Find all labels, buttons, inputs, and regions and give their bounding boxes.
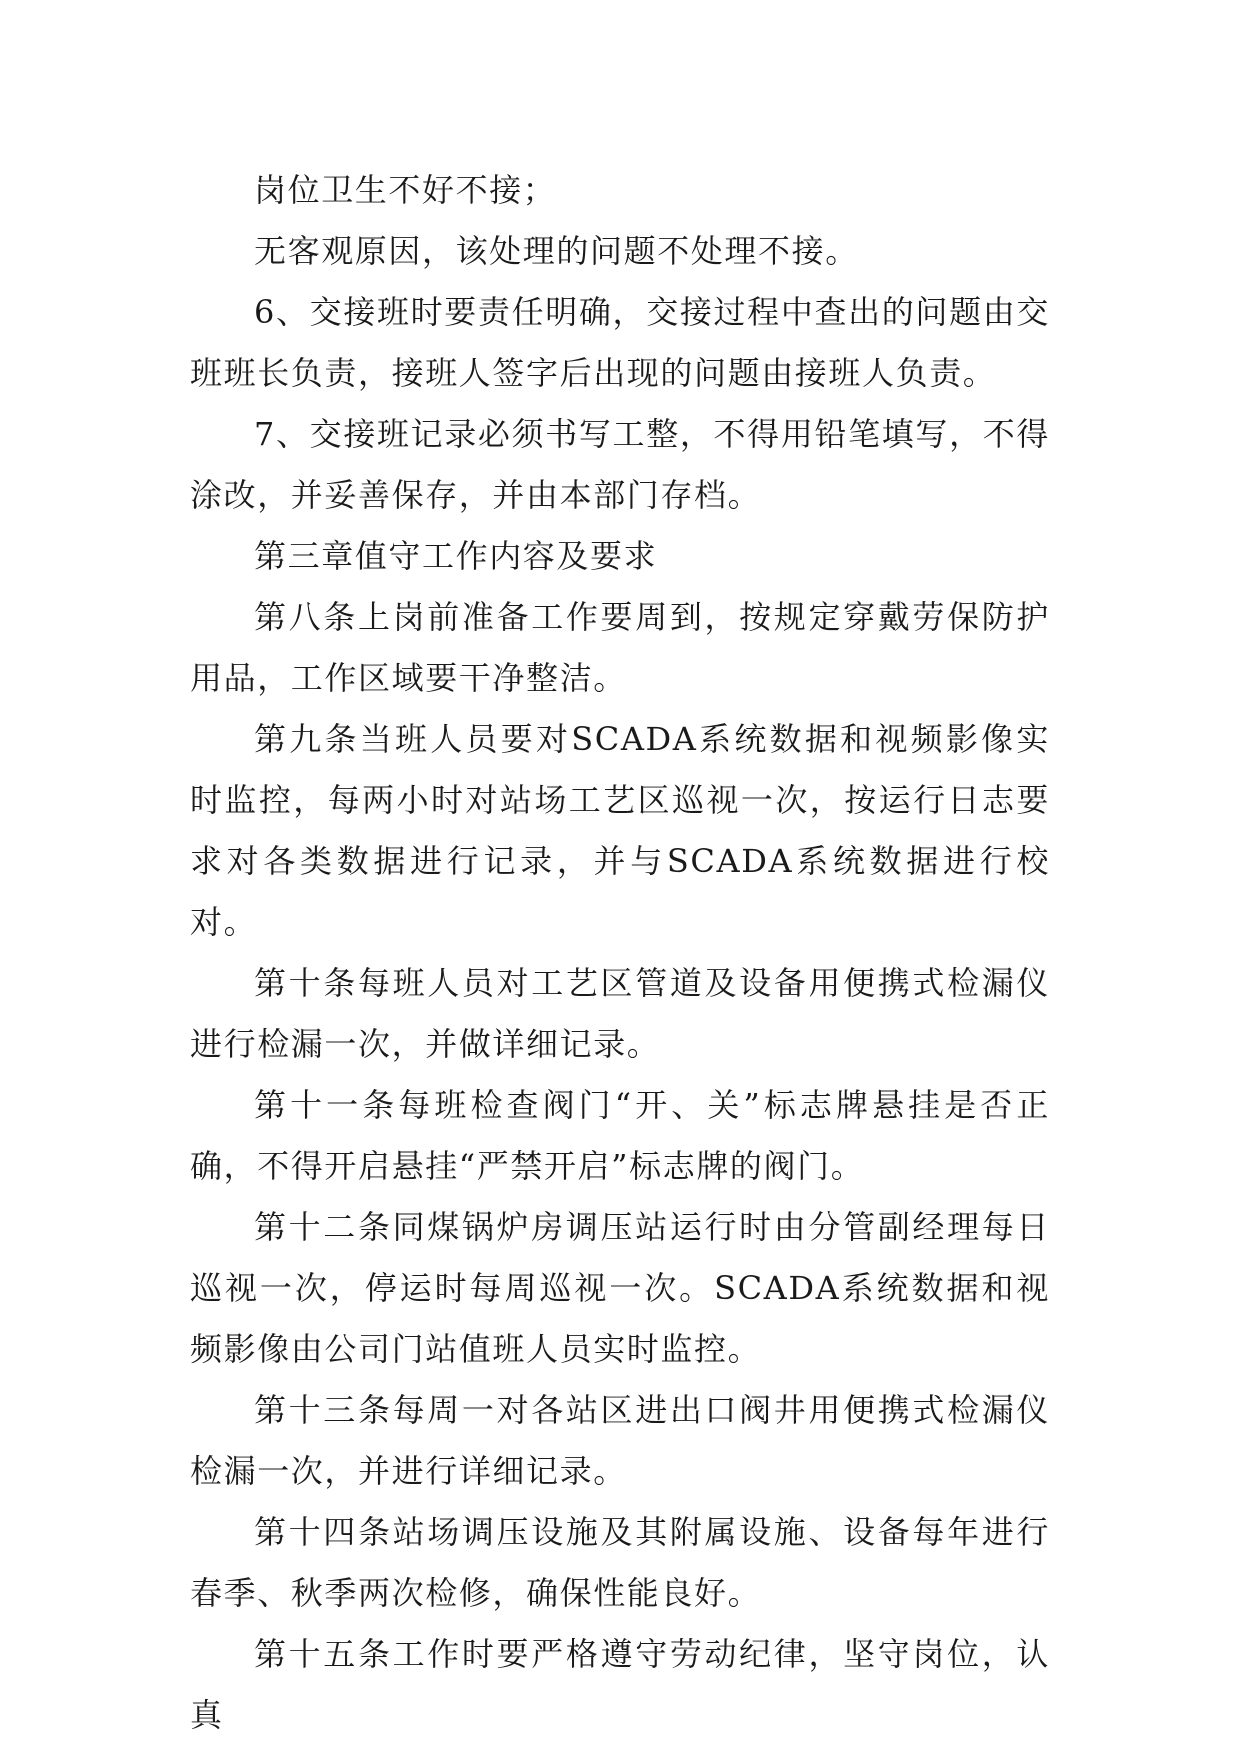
paragraph-article-9: 第九条当班人员要对SCADA系统数据和视频影像实时监控，每两小时对站场工艺区巡视一次，按运行日志要求对各类数据进行记录，并与SCADA系统数据进行校对。 xyxy=(190,720,1050,941)
paragraph-hygiene: 岗位卫生不好不接； xyxy=(254,171,557,209)
paragraph-article-12: 第十二条同煤锅炉房调压站运行时由分管副经理每日巡视一次，停运时每周巡视一次。SCADA系统数据和视频影像由公司门站值班人员实时监控。 xyxy=(190,1208,1050,1368)
paragraph-unresolved-issues: 无客观原因，该处理的问题不处理不接。 xyxy=(254,232,859,270)
paragraph-article-11: 第十一条每班检查阀门“开、关”标志牌悬挂是否正确，不得开启悬挂“严禁开启”标志牌的阀门。 xyxy=(190,1086,1050,1185)
paragraph-item-6: 6、交接班时要责任明确，交接过程中查出的问题由交班班长负责，接班人签字后出现的问题由接班人负责。 xyxy=(190,293,1050,392)
document-body xyxy=(190,160,1050,1746)
paragraph-article-13: 第十三条每周一对各站区进出口阀井用便携式检漏仪检漏一次，并进行详细记录。 xyxy=(190,1391,1050,1490)
paragraph-article-14: 第十四条站场调压设施及其附属设施、设备每年进行春季、秋季两次检修，确保性能良好。 xyxy=(190,1513,1050,1612)
chapter-heading: 第三章值守工作内容及要求 xyxy=(254,537,658,575)
paragraph-item-7: 7、交接班记录必须书写工整，不得用铅笔填写，不得涂改，并妥善保存，并由本部门存档。 xyxy=(190,415,1050,514)
paragraph-article-15: 第十五条工作时要严格遵守劳动纪律，坚守岗位，认真 xyxy=(190,1635,1050,1734)
paragraph-article-8: 第八条上岗前准备工作要周到，按规定穿戴劳保防护用品，工作区域要干净整洁。 xyxy=(190,598,1050,697)
paragraph-article-10: 第十条每班人员对工艺区管道及设备用便携式检漏仪进行检漏一次，并做详细记录。 xyxy=(190,964,1050,1063)
